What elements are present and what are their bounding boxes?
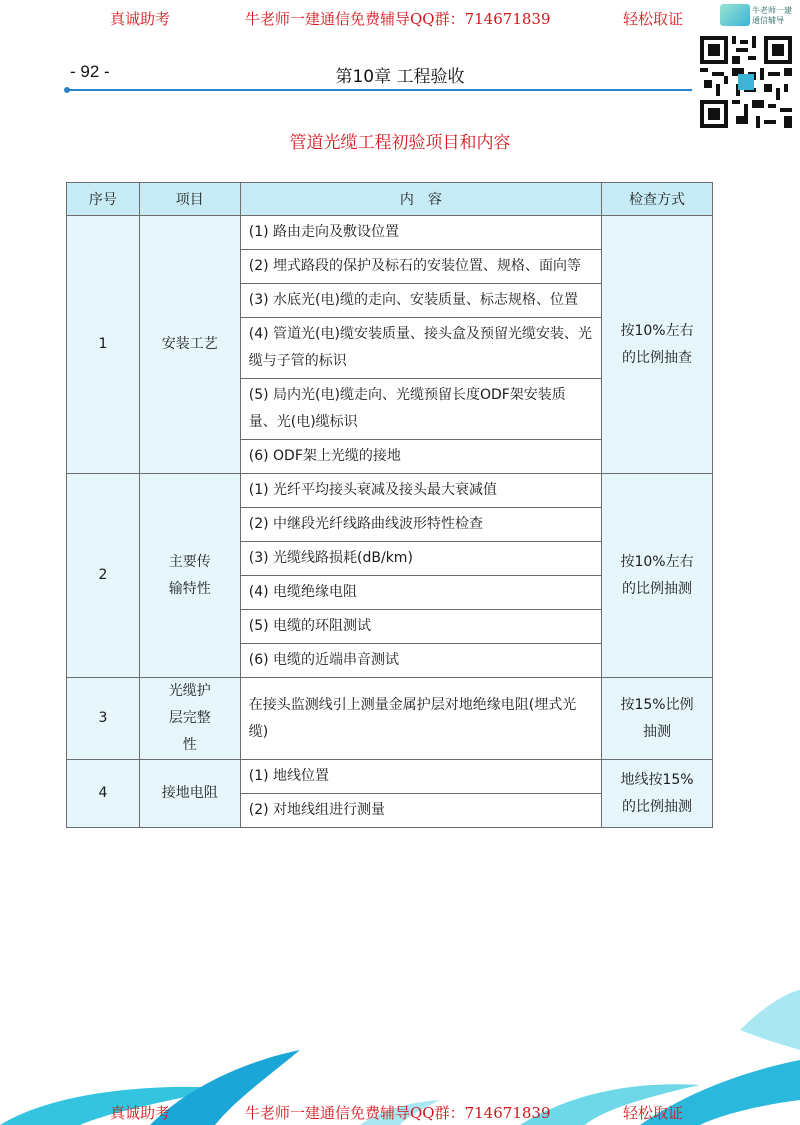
group-2-item: 主要传输特性 [139, 474, 240, 678]
group-1-no: 1 [67, 216, 140, 474]
table-title: 管道光缆工程初验项目和内容 [289, 133, 511, 153]
group-1-row-5: (5) 局内光(电)缆走向、光缆预留长度ODF架安装质量、光(电)缆标识 [240, 379, 601, 440]
group-2-no: 2 [67, 474, 140, 678]
group-2-row-3: (3) 光缆线路损耗(dB/km) [240, 542, 601, 576]
chapter-heading: 第10章 工程验收 [335, 67, 465, 87]
group-2-row-1: (1) 光纤平均接头衰减及接头最大衰减值 [240, 474, 601, 508]
page-number: - 92 - [70, 62, 110, 81]
header-method: 检查方式 [602, 183, 713, 216]
brand-logo-text [752, 6, 792, 26]
table-row [67, 678, 713, 760]
header-item: 项目 [139, 183, 240, 216]
group-1-method: 按10%左右的比例抽查 [602, 216, 713, 474]
banner-right-text: 轻松取证 [623, 10, 684, 28]
group-4-row-1: (1) 地线位置 [240, 760, 601, 794]
group-2-method: 按10%左右的比例抽测 [602, 474, 713, 678]
group-1-row-6: (6) ODF架上光缆的接地 [240, 440, 601, 474]
group-3-row-1: 在接头监测线引上测量金属护层对地绝缘电阻(埋式光缆) [240, 678, 601, 760]
group-4-row-2: (2) 对地线组进行测量 [240, 794, 601, 828]
table-header-row [67, 183, 713, 216]
group-2-row-4: (4) 电缆绝缘电阻 [240, 576, 601, 610]
group-4-no: 4 [67, 760, 140, 828]
group-4-method: 地线按15%的比例抽测 [602, 760, 713, 828]
group-4-item: 接地电阻 [139, 760, 240, 828]
group-1-row-3: (3) 水底光(电)缆的走向、安装质量、标志规格、位置 [240, 284, 601, 318]
banner-qq-text: 牛老师一建通信免费辅导QQ群：714671839 [245, 10, 551, 28]
group-2-row-5: (5) 电缆的环阻测试 [240, 610, 601, 644]
header-rule [66, 89, 692, 91]
banner-left-text: 真诚助考 [110, 10, 171, 28]
banner-qq-text: 牛老师一建通信免费辅导QQ群：714671839 [245, 1104, 551, 1122]
group-3-method: 按15%比例抽测 [602, 678, 713, 760]
banner-right-text: 轻松取证 [623, 1104, 684, 1122]
logo-line-1: 牛老师一建 [752, 6, 792, 15]
group-2-row-2: (2) 中继段光纤线路曲线波形特性检查 [240, 508, 601, 542]
header-no: 序号 [67, 183, 140, 216]
logo-line-2: 通信辅导 [752, 16, 784, 25]
table-row [67, 474, 713, 508]
top-banner [0, 0, 800, 34]
brand-logo-icon [720, 4, 750, 26]
header-content: 内 容 [240, 183, 601, 216]
group-1-row-1: (1) 路由走向及敷设位置 [240, 216, 601, 250]
bottom-banner [0, 1094, 800, 1125]
banner-left-text: 真诚助考 [110, 1104, 171, 1122]
table-row [67, 216, 713, 250]
group-3-item: 光缆护层完整性 [139, 678, 240, 760]
group-1-row-2: (2) 埋式路段的保护及标石的安装位置、规格、面向等 [240, 250, 601, 284]
group-1-item: 安装工艺 [139, 216, 240, 474]
group-2-row-6: (6) 电缆的近端串音测试 [240, 644, 601, 678]
group-1-row-4: (4) 管道光(电)缆安装质量、接头盒及预留光缆安装、光缆与子管的标识 [240, 318, 601, 379]
group-3-no: 3 [67, 678, 140, 760]
table-row [67, 760, 713, 794]
acceptance-table [66, 182, 713, 828]
